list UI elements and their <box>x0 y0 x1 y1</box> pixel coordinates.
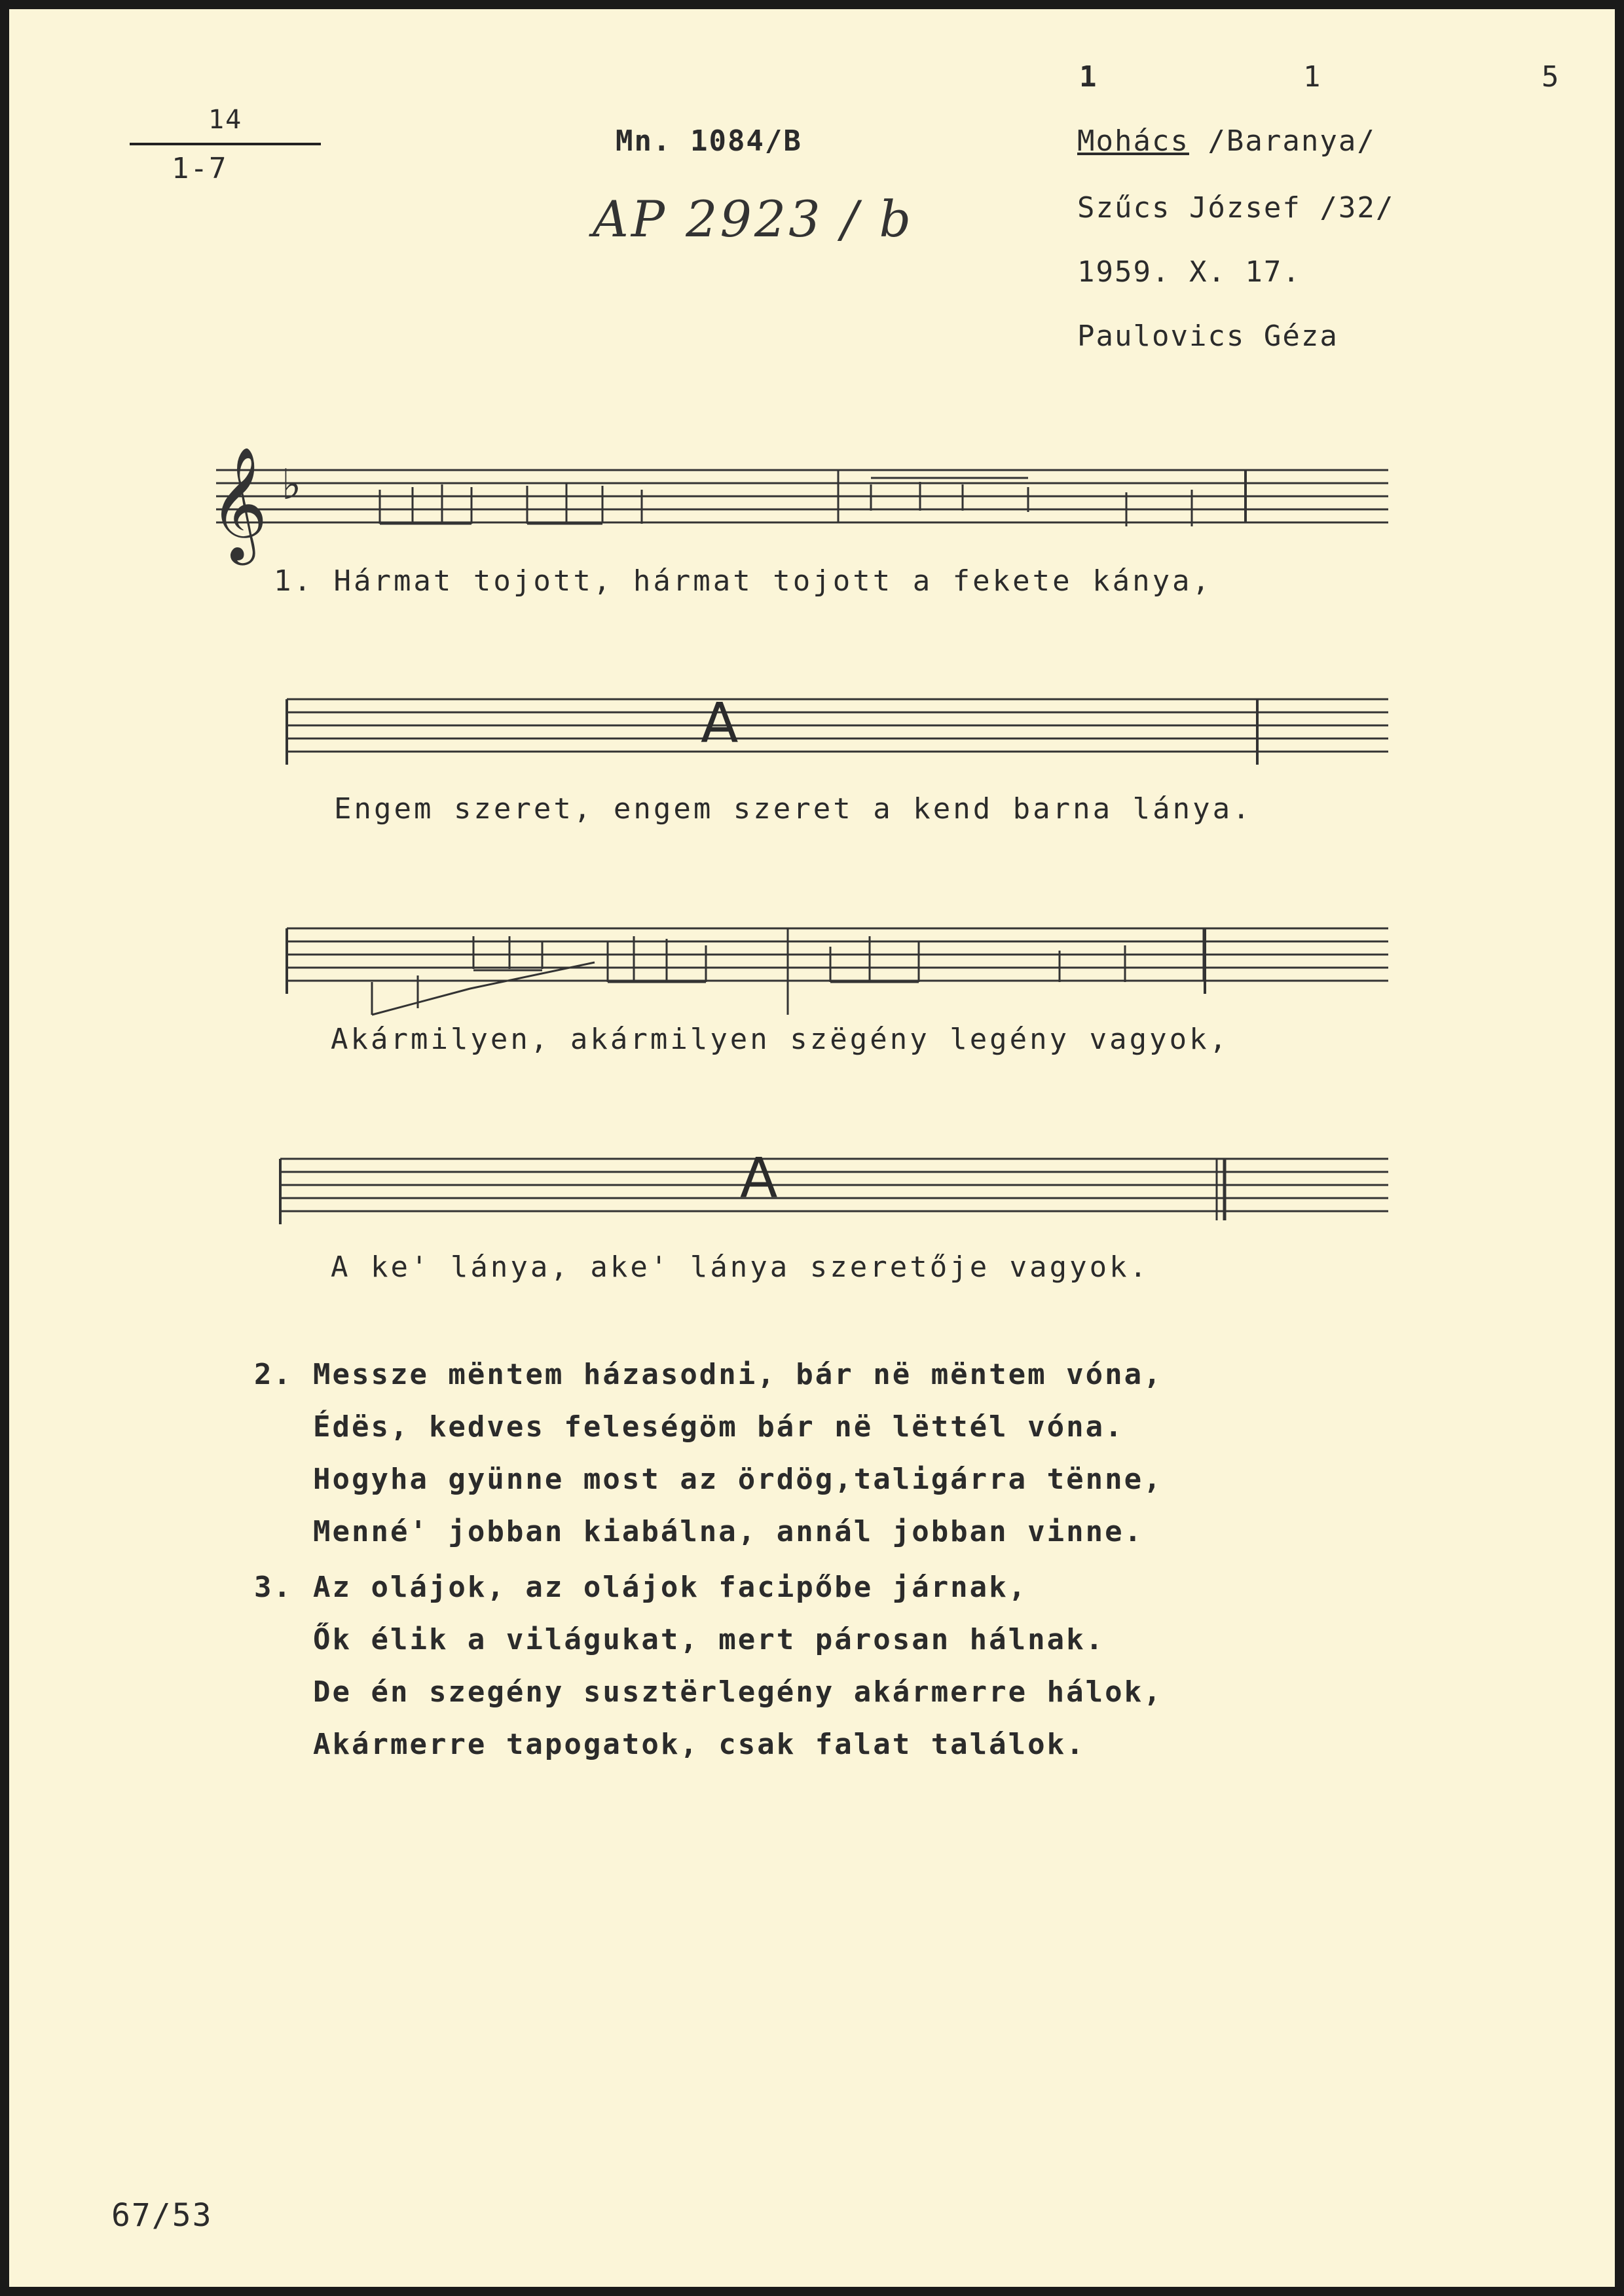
verse-3-number: 3. <box>254 1571 293 1604</box>
catalog-number: Mn. 1084/B <box>616 124 802 158</box>
index-2: 1 <box>1303 60 1322 94</box>
verse-2-number: 2. <box>254 1358 293 1391</box>
verse-3-line: Az olájok, az olájok facipőbe járnak, <box>313 1571 1028 1604</box>
index-1: 1 <box>1079 60 1098 94</box>
staff-3 <box>287 917 1395 1028</box>
county-name: /Baranya/ <box>1189 124 1376 158</box>
verse-3-line: De én szegény susztërlegény akármerre hálok, <box>313 1675 1163 1709</box>
verse-2-line: Messze mëntem házasodni, bár në mëntem vóna, <box>313 1358 1163 1391</box>
place-name: Mohács <box>1077 124 1189 158</box>
lyric-line-1: 1. Hármat tojott, hármat tojott a fekete kánya, <box>274 564 1213 598</box>
index-3: 5 <box>1541 60 1560 94</box>
lyric-line-2: Engem szeret, engem szeret a kend barna lánya. <box>334 792 1253 826</box>
verse-3-line: Ők élik a világukat, mert párosan hálnak. <box>313 1623 1105 1656</box>
recording-date: 1959. X. 17. <box>1077 255 1301 289</box>
performer: Szűcs József /32/ <box>1077 191 1395 225</box>
verse-2 <box>254 1349 1163 1558</box>
verse-2-line: Menné' jobban kiabálna, annál jobban vinne. <box>313 1515 1144 1548</box>
verse-2-line: Édës, kedves feleségöm bár në lëttél vóna. <box>313 1410 1124 1444</box>
flat-sign-icon: ♭ <box>282 461 302 509</box>
treble-clef-icon: 𝄞 <box>210 446 268 560</box>
page-code: 67/53 <box>111 2197 213 2234</box>
staff-2 <box>287 687 1395 773</box>
repeat-mark-1: A <box>701 691 739 755</box>
fraction-top: 14 <box>208 105 243 135</box>
verse-3 <box>254 1561 1163 1771</box>
fraction-bottom: 1-7 <box>172 152 228 185</box>
recording-place <box>1077 124 1376 158</box>
verse-2-line: Hogyha gyünne most az ördög,taligárra tënne, <box>313 1463 1163 1496</box>
lyric-line-4: A ke' lánya, ake' lánya szeretője vagyok. <box>331 1250 1150 1284</box>
collector: Paulovics Géza <box>1077 319 1338 353</box>
staff-1 <box>196 446 1395 576</box>
lyric-line-3: Akármilyen, akármilyen szëgény legény vagyok, <box>331 1023 1230 1056</box>
fraction-line <box>130 143 321 145</box>
handwritten-code: AP 2923 / b <box>593 190 914 248</box>
staff-4 <box>280 1147 1395 1232</box>
repeat-mark-2: A <box>740 1146 778 1210</box>
verse-3-line: Akármerre tapogatok, csak falat találok. <box>313 1728 1086 1761</box>
